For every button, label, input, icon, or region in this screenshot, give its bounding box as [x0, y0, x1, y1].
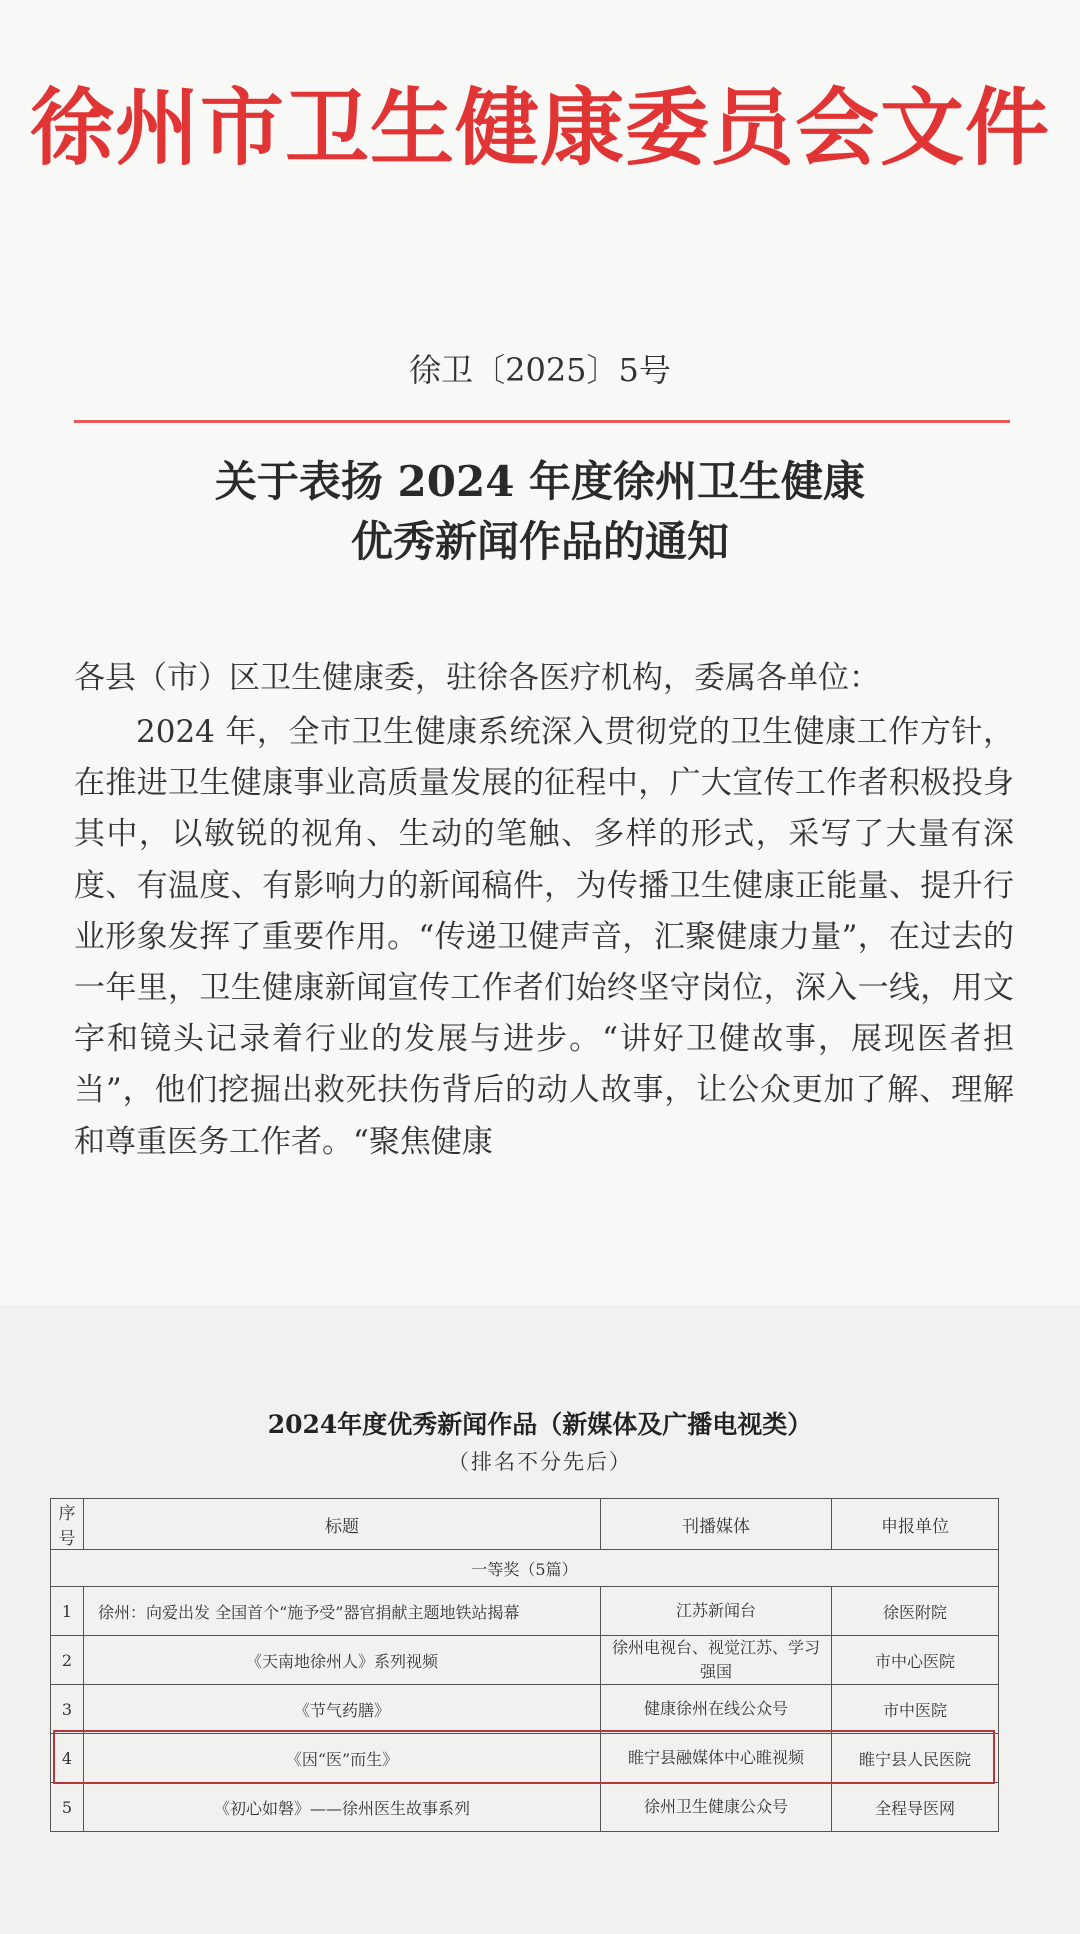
section-label: 一等奖（5篇）	[51, 1550, 999, 1587]
cell-number: 2	[51, 1636, 84, 1685]
body-paragraph: 2024 年，全市卫生健康系统深入贯彻党的卫生健康工作方针，在推进卫生健康事业高质量发展的征程中，广大宣传工作者积极投身其中，以敏锐的视角、生动的笔触、多样的形式，采写了大量有深度、有温度、有影响力的新闻稿件，为传播卫生健康正能量、提升行业形象发挥了重要作用。“传递卫健声音，汇聚健康力量”，在过去的一年里，卫生健康新闻宣传工作者们始终坚守岗位，深入一线，用文字和镜头记录着行业的发展与进步。“讲好卫健故事，展现医者担当”，他们挖掘出救死扶伤背后的动人故事，让公众更加了解、理解和尊重医务工作者。“聚焦健康	[74, 714, 1014, 1160]
cell-unit: 全程导医网	[832, 1783, 999, 1832]
cell-unit: 徐医附院	[832, 1587, 999, 1636]
header-number: 序号	[51, 1499, 84, 1550]
table-row	[51, 1587, 999, 1636]
red-divider	[74, 420, 1010, 423]
document-title	[0, 452, 1080, 572]
section-row	[51, 1550, 999, 1587]
cell-title: 《因“医”而生》	[84, 1734, 601, 1783]
cell-number: 5	[51, 1783, 84, 1832]
cell-number: 3	[51, 1685, 84, 1734]
cell-media: 健康徐州在线公众号	[601, 1685, 832, 1734]
table-title: 2024年度优秀新闻作品（新媒体及广播电视类）	[267, 1410, 813, 1439]
table-subtitle: （排名不分先后）	[448, 1450, 632, 1474]
cell-title: 《节气药膳》	[84, 1685, 601, 1734]
cell-media: 徐州卫生健康公众号	[601, 1783, 832, 1832]
cell-title: 《天南地徐州人》系列视频	[84, 1636, 601, 1685]
header-media: 刊播媒体	[601, 1499, 832, 1550]
cell-title: 《初心如磐》——徐州医生故事系列	[84, 1783, 601, 1832]
cell-unit: 市中医院	[832, 1685, 999, 1734]
table-header-row	[51, 1499, 999, 1550]
table-row-highlighted	[51, 1734, 999, 1783]
table-row	[51, 1783, 999, 1832]
award-list-page	[0, 1305, 1080, 1934]
cell-media: 睢宁县融媒体中心睢视频	[601, 1734, 832, 1783]
cell-title: 徐州：向爱出发 全国首个“施予受”器官捐献主题地铁站揭幕	[84, 1587, 601, 1636]
cell-media: 徐州电视台、视觉江苏、学习强国	[601, 1636, 832, 1685]
cell-unit: 市中心医院	[832, 1636, 999, 1685]
document-masthead: 徐州市卫生健康委员会文件	[29, 78, 1050, 177]
header-title: 标题	[84, 1499, 601, 1550]
cell-number: 4	[51, 1734, 84, 1783]
table-row	[51, 1685, 999, 1734]
table-row	[51, 1636, 999, 1685]
cell-unit: 睢宁县人民医院	[832, 1734, 999, 1783]
header-unit: 申报单位	[832, 1499, 999, 1550]
cell-media: 江苏新闻台	[601, 1587, 832, 1636]
document-number: 徐卫〔2025〕5号	[409, 351, 671, 389]
awards-table	[50, 1498, 999, 1832]
salutation: 各县（市）区卫生健康委，驻徐各医疗机构，委属各单位：	[74, 660, 880, 696]
title-line-1: 关于表扬 2024 年度徐州卫生健康	[214, 457, 866, 506]
title-line-2: 优秀新闻作品的通知	[350, 517, 729, 566]
cell-number: 1	[51, 1587, 84, 1636]
